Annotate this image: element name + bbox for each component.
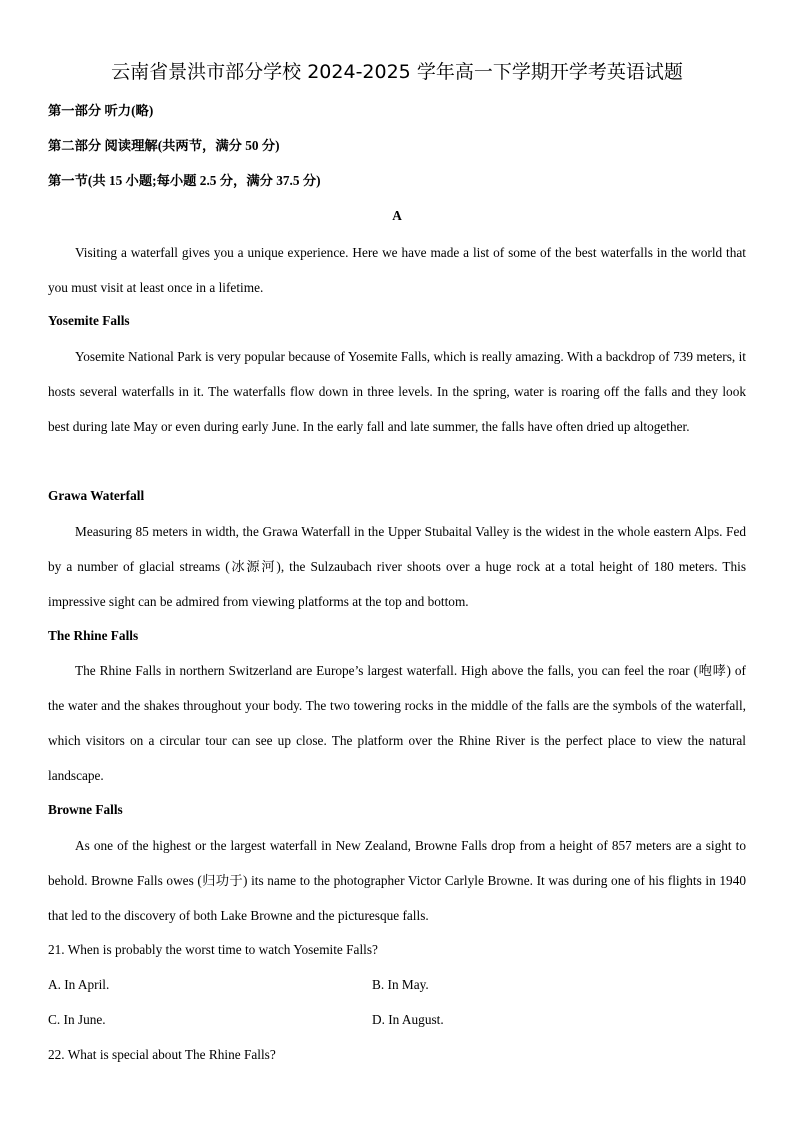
question-22-stem: 22. What is special about The Rhine Falls? xyxy=(48,1047,276,1062)
part1-heading: 第一部分 听力(略) xyxy=(48,103,154,118)
section-heading-yosemite: Yosemite Falls xyxy=(48,313,130,328)
exam-title: 云南省景洪市部分学校 2024-2025 学年高一下学期开学考英语试题 xyxy=(111,61,683,83)
passage-label: A xyxy=(392,208,402,223)
intro-paragraph: Visiting a waterfall gives you a unique experience. Here we have made a list of some of the best waterfalls in the world that you must visit at least once in a lifetime. xyxy=(48,245,746,295)
question-21-option-a: A. In April. xyxy=(48,977,110,992)
question-21-stem: 21. When is probably the worst time to watch Yosemite Falls? xyxy=(48,942,378,957)
section-body-rhine: The Rhine Falls in northern Switzerland are Europe’s largest waterfall. High above the falls, you can feel the roar (咆哮) of the water and the shakes throughout your body. The two towering rocks in the middle of the falls are the symbols of the waterfall, which visitors on a circular tour can see up close. The platform over the Rhine River is the perfect place to view the natural landscape. xyxy=(48,663,746,783)
section-body-yosemite: Yosemite National Park is very popular because of Yosemite Falls, which is really amazing. With a backdrop of 739 meters, it hosts several waterfalls in it. The waterfalls flow down in three levels. In the spring, water is roaring off the falls and they look best during late May or even during early June. In the early fall and late summer, the falls have often dried up altogether. xyxy=(48,349,746,434)
section-heading-grawa: Grawa Waterfall xyxy=(48,488,145,503)
question-21-option-c: C. In June. xyxy=(48,1012,106,1027)
section-heading-rhine: The Rhine Falls xyxy=(48,628,139,643)
section1-heading: 第一节(共 15 小题;每小题 2.5 分，满分 37.5 分) xyxy=(48,173,321,188)
part2-heading: 第二部分 阅读理解(共两节，满分 50 分) xyxy=(48,138,280,153)
section-body-browne: As one of the highest or the largest waterfall in New Zealand, Browne Falls drop from a height of 857 meters are a sight to behold. Browne Falls owes (归功于) its name to the photographer Victor Carlyle Browne. It was during one of his flights in 1940 that led to the discovery of both Lake Browne and the picturesque falls. xyxy=(48,838,746,923)
question-21-option-d: D. In August. xyxy=(372,1012,444,1027)
section-body-grawa: Measuring 85 meters in width, the Grawa Waterfall in the Upper Stubaital Valley is the widest in the whole eastern Alps. Fed by a number of glacial streams (冰源河), the Sulzaubach river shoots over a huge rock at a total height of 180 meters. This impressive sight can be admired from viewing platforms at the top and bottom. xyxy=(48,524,746,609)
section-heading-browne: Browne Falls xyxy=(48,802,123,817)
question-21-option-b: B. In May. xyxy=(372,977,429,992)
